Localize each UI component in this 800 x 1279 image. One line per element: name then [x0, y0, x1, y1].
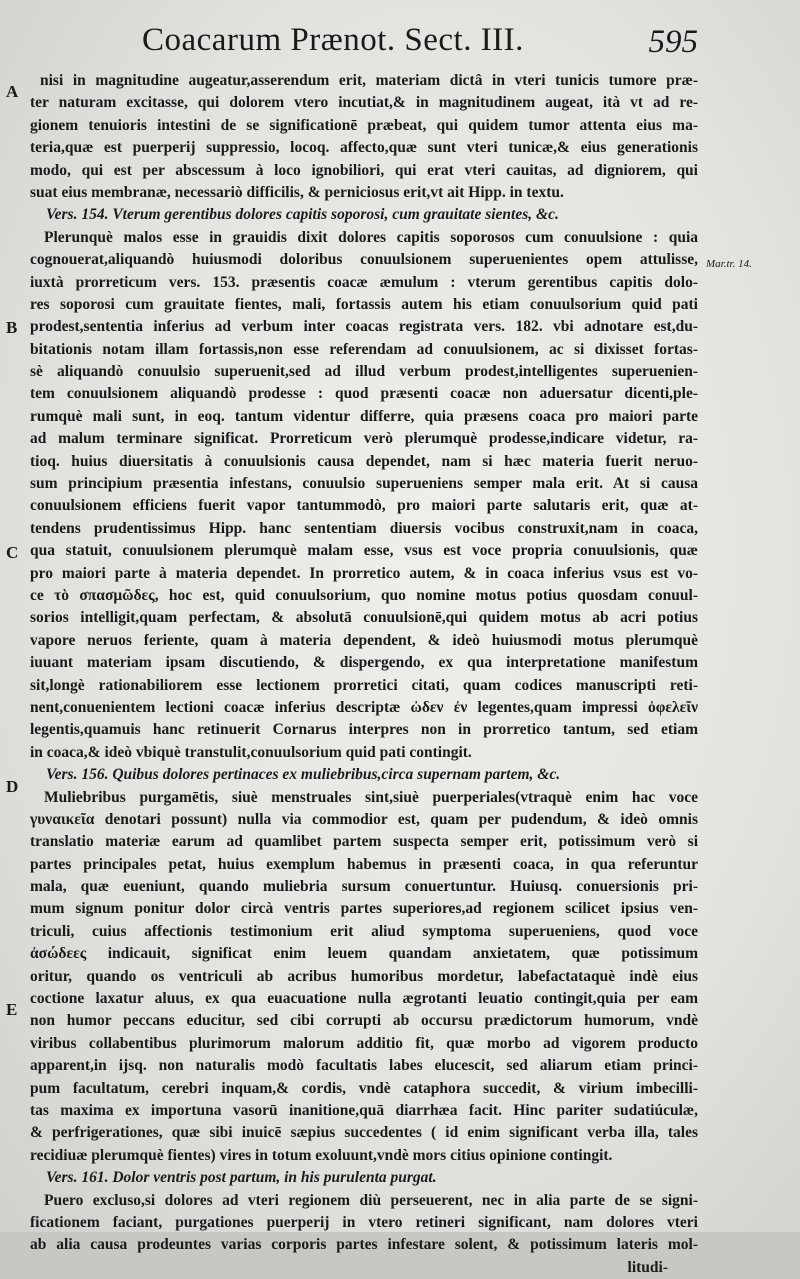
text-line: ter naturam excitasse, qui dolorem vtero incutiat,& in magnitudinem augeat, ità vt ad re- [30, 94, 698, 112]
text-line: mum signum ponitur dolor circà ventris partes superiores,ad regionem scilicet ipsius ven- [30, 900, 698, 918]
margin-letter-e: E [6, 1000, 18, 1019]
text-line: viribus collabentibus plurimorum malorum additio fit, quæ morbo ad vigorem producto [30, 1034, 698, 1052]
text-line: Plerunquè malos esse in grauidis dixit dolores capitis soporosos cum conuulsione : quia [44, 228, 698, 246]
text-line: Muliebribus purgamētis, siuè menstruales sint,siuè puerperiales(vtraquè enim hac voce [44, 788, 698, 806]
text-line: legentis,quamuis hanc retinuerit Cornarus interpres non in prorretico tantum, sed etiam [30, 721, 698, 739]
text-line: nisi in magnitudine augeatur,asserendum erit, materiam dictâ in vteri tunicis tumore præ- [40, 72, 698, 89]
page-number: 595 [648, 24, 698, 60]
text-line: bitationis notam illam fortassis,non esse referendam ad conuulsionem, ac si dixisset fortas- [30, 340, 698, 358]
text-line: ἀσώδεες indicauit, significat enim leuem quandam anxietatem, quæ potissimum [30, 945, 698, 963]
text-line: pro maiori parte à materia dependet. In prorretico autem, & in coaca inferius vsus est vo- [30, 564, 698, 582]
text-line: oritur, quando os ventriculi ab acribus humoribus mordetur, labefactataquè indè eius [30, 967, 698, 985]
text-line: vapore neruos feriente, quam à materia dependent, & ideò huiusmodi motus plerumquè [30, 631, 698, 649]
verse-heading: Vers. 156. Quibus dolores pertinaces ex muliebribus,circa supernam partem, &c. [46, 766, 561, 784]
text-line: sorios intelligit,quam perfectam, & absolutā conuulsionē,qui quidem motus ab acri potius [30, 609, 698, 627]
text-line: pum facultatum, cerebri inquam,& cordis, vndè cataphora succedit, & virium imbecilli- [30, 1079, 698, 1097]
text-line: sè aliquandò conuulsio superuenit,sed ad illud verbum prodest,intelligentes superuenien- [30, 363, 698, 381]
text-line: tas maxima ex importuna vasorū inanitione,quā diarrhæa facit. Hinc pariter sudatiúculæ, [30, 1101, 698, 1119]
text-line: ab alia causa prodeuntes varias corporis partes infestare solent, & potissimum lateris mol- [30, 1236, 698, 1254]
text-line: coctione laxatur aluus, ex qua euacuatione nulla ægrotanti leuatio contingit,quia per eam [30, 990, 698, 1008]
running-head [0, 14, 800, 70]
text-line: partes principales petat, huius exemplum habemus in præsenti coaca, in qua referuntur [30, 855, 698, 873]
margin-cross-reference: Mar.tr. 14. [706, 258, 752, 270]
text-line: γυναικεῖα denotari possunt) nulla via commodior est, quam per pudendum, & ideò omnis [30, 810, 698, 828]
text-line: non humor peccans educitur, sed cibi corrupti ab occursu prædictorum humorum, vndè [30, 1012, 698, 1030]
text-line: rumquè mali sunt, in eoq. tantum videntur differre, quia præsens coaca pro maiori parte [30, 407, 698, 425]
text-line: recidiuæ plerumquè fientes) vires in totum exoluunt,vndè mors citius opinione contingit. [30, 1146, 613, 1164]
text-line: prodest,sententia inferius ad verbum inter coacas registrata vers. 182. vbi adnotare est,du- [30, 318, 698, 336]
text-line: tem conuulsionem aliquandò prodesse : quod præsenti coacæ non aduersatur dicenti,ple- [30, 385, 698, 403]
text-line: & perfrigerationes, quæ sibi inuicē sæpius succedentes ( id enim significant verba illa, tales [30, 1124, 698, 1142]
margin-letter-b: B [6, 318, 18, 337]
text-line: translatio materiæ earum ad quamlibet partem suspecta semper erit, potissimum verò si [30, 833, 698, 851]
text-line: nent,conuenientem lectioni coacæ inferius descriptæ ὠδεν ἐν legentes,quam impressi ὀφελεῖν [30, 698, 698, 716]
text-line: res soporosi cum grauitate fientes, mali, fortassis autem his etiam conuulsorium quid pati [30, 295, 698, 313]
catchword: litudi- [627, 1258, 668, 1276]
margin-letter-a: A [6, 82, 19, 101]
text-line: mala, quæ eueniunt, quando muliebria sursum conuertuntur. Huiusq. conuersionis pri- [30, 878, 698, 896]
text-line: ficationem faciant, purgationes puerperij in vtero retineri significant, nam dolores vteri [30, 1213, 698, 1231]
body-text [30, 70, 698, 1279]
text-line: teria,quæ est puerperij suppressio, locoq. affecto,quæ sunt vteri tunicæ,& eius generationis [30, 139, 698, 157]
text-line: ad malum terminare significat. Prorreticum verò plerumquè prodesse,indicare videtur, ra- [30, 430, 698, 448]
text-line: ce τὸ σπασμῶδες, hoc est, quid conuulsorium, quo nomine motus potius quosdam conuul- [30, 586, 698, 604]
text-line: cognouerat,aliquandò huiusmodi doloribus conuulsionem superuenientes opem attulisse, [30, 251, 698, 269]
text-line: iuuant materiam ipsam discutiendo, & dispergendo, ex qua interpretatione manifestum [30, 654, 698, 672]
text-line: triculi, cuius affectionis testimonium erit aliud symptoma superueniens, quod voce [30, 922, 698, 940]
text-line: conuulsionem efficiens fuerit vapor tantummodò, pro maiori parte salutaris erit, quæ at- [30, 497, 698, 515]
text-line: sit,longè rationabiliorem esse lectionem prorretici citati, quam codices manuscripti reti- [30, 676, 698, 694]
margin-letter-c: C [6, 543, 19, 562]
text-line: apparent,in ijsq. non naturalis modò facultatis labes elucescit, sed aliarum etiam princi- [30, 1057, 698, 1075]
text-line: modo, qui est per abscessum à loco ignobiliori, qui erat vteri cauitas, ad digniorem, qui [30, 161, 698, 179]
margin-letter-d: D [6, 777, 19, 796]
text-line: sum principium præsentia infestans, conuulsio superueniens semper mala erit. At si causa [30, 475, 698, 493]
text-line: iuxtà prorreticum vers. 153. præsentis coacæ æmulum : vterum gerentibus capitis dolo- [30, 273, 698, 291]
text-line: Puero excluso,si dolores ad vteri regionem diù perseuerent, nec in alia parte de se signi- [44, 1191, 698, 1209]
verse-heading: Vers. 161. Dolor ventris post partum, in his purulenta purgat. [46, 1169, 437, 1187]
text-line: tendens prudentissimus Hipp. hanc sententiam diuersis vocibus construxit,nam in coaca, [30, 519, 698, 537]
running-head-title: Coacarum Prænot. Sect. III. [142, 22, 524, 58]
text-line: gionem tenuioris intestini de se significationē præbeat, qui quidem tumor attenta eius ma- [30, 116, 698, 134]
text-line: tioq. huius diuersitatis à conuulsionis causa dependet, nam si hæc materia fuerit neruo- [30, 452, 698, 470]
text-line: in coaca,& ideò vbiquè transtulit,conuulsorium quid pati contingit. [30, 743, 472, 761]
verse-heading: Vers. 154. Vterum gerentibus dolores capitis soporosi, cum grauitate sientes, &c. [46, 206, 559, 224]
text-line: suat eius membranæ, necessariò difficilis, & perniciosus erit,vt ait Hipp. in textu. [30, 183, 564, 201]
text-line: qua statuit, conuulsionem plerumquè malam esse, vsus est voce propria conuulsionis, quæ [30, 542, 698, 560]
